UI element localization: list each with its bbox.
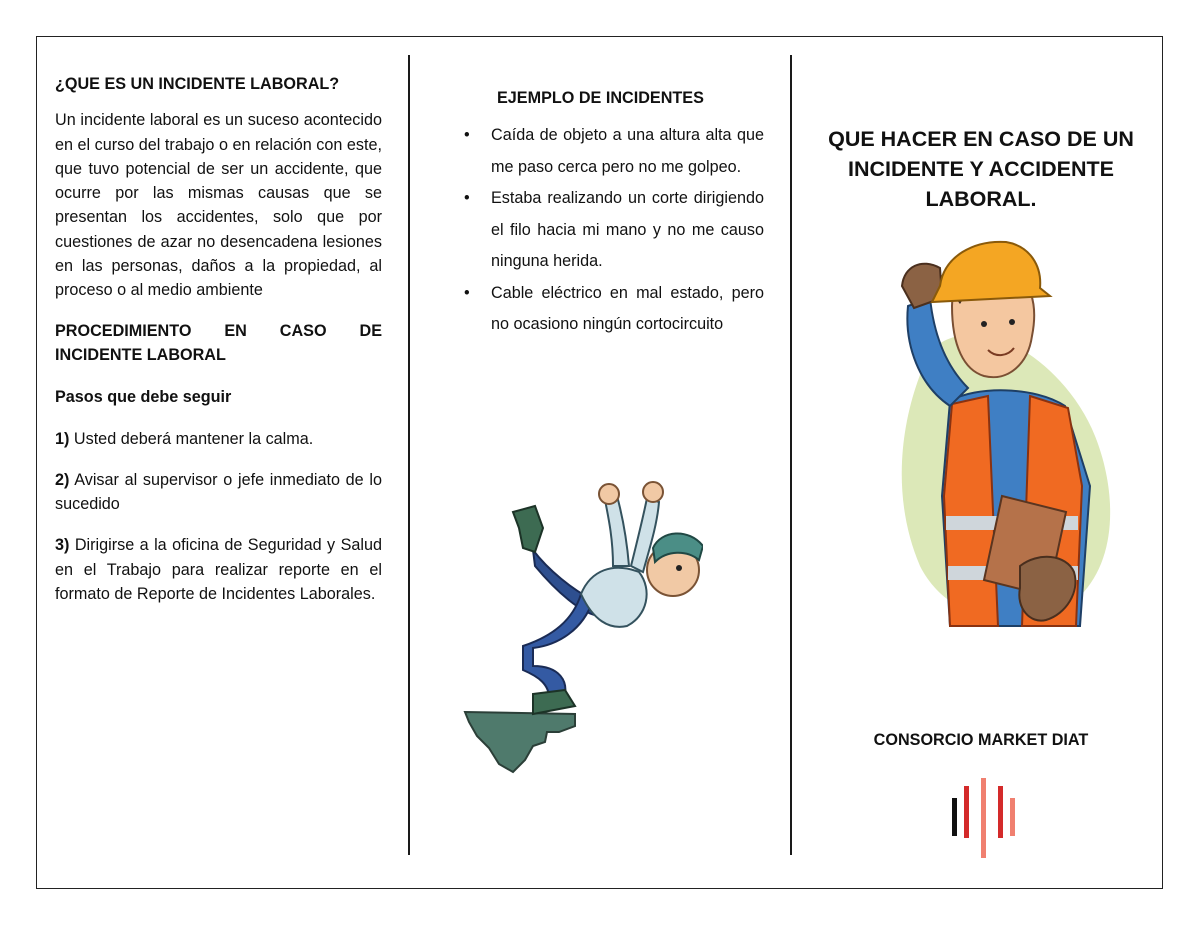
- panel-what-is-incident: [55, 72, 382, 606]
- incident-heading: ¿QUE ES UN INCIDENTE LABORAL?: [55, 75, 340, 93]
- company-logo-icon: [948, 776, 1020, 860]
- company-name: CONSORCIO MARKET DIAT: [873, 731, 1089, 749]
- incident-definition: Un incidente laboral es un suceso acontecido en el curso del trabajo o en relación con este, que tuvo potencial de ser un accidente, que ocurre por las mismas causas que se presentan los accidentes, solo que por cuestiones de azar no desencadena lesiones en las personas, daños a la propiedad, al proceso o al medio ambiente: [55, 111, 382, 300]
- logo-bar: [1010, 798, 1015, 836]
- procedure-heading: PROCEDIMIENTO EN CASO DE INCIDENTE LABORAL: [55, 321, 382, 364]
- logo-bar: [981, 778, 986, 858]
- step-2: 2) Avisar al supervisor o jefe inmediato de lo sucedido: [55, 470, 382, 514]
- step-1: 1) Usted deberá mantener la calma.: [55, 429, 314, 448]
- step-3: 3) Dirigirse a la oficina de Seguridad y Salud en el Trabajo para realizar reporte en el formato de Reporte de Incidentes Laborales.: [55, 536, 382, 604]
- list-item: • Estaba realizando un corte dirigiendo el filo hacia mi mano y no me causo ninguna herida.: [464, 189, 764, 270]
- logo-bar: [998, 786, 1003, 838]
- logo-bar: [964, 786, 969, 838]
- brochure-title: QUE HACER EN CASO DE UN INCIDENTE Y ACCIDENTE LABORAL.: [828, 127, 1134, 211]
- list-item: • Caída de objeto a una altura alta que me paso cerca pero no me golpeo.: [464, 126, 764, 176]
- panel-divider-1: [408, 55, 410, 855]
- steps-heading: Pasos que debe seguir: [55, 388, 232, 407]
- panel-divider-2: [790, 55, 792, 855]
- list-item: • Cable eléctrico en mal estado, pero no ocasiono ningún cortocircuito: [464, 283, 764, 333]
- logo-bar: [952, 798, 957, 836]
- falling-worker-icon: [463, 470, 703, 780]
- safety-worker-icon: [880, 236, 1120, 656]
- examples-heading: EJEMPLO DE INCIDENTES: [497, 89, 704, 107]
- examples-list: [458, 120, 764, 341]
